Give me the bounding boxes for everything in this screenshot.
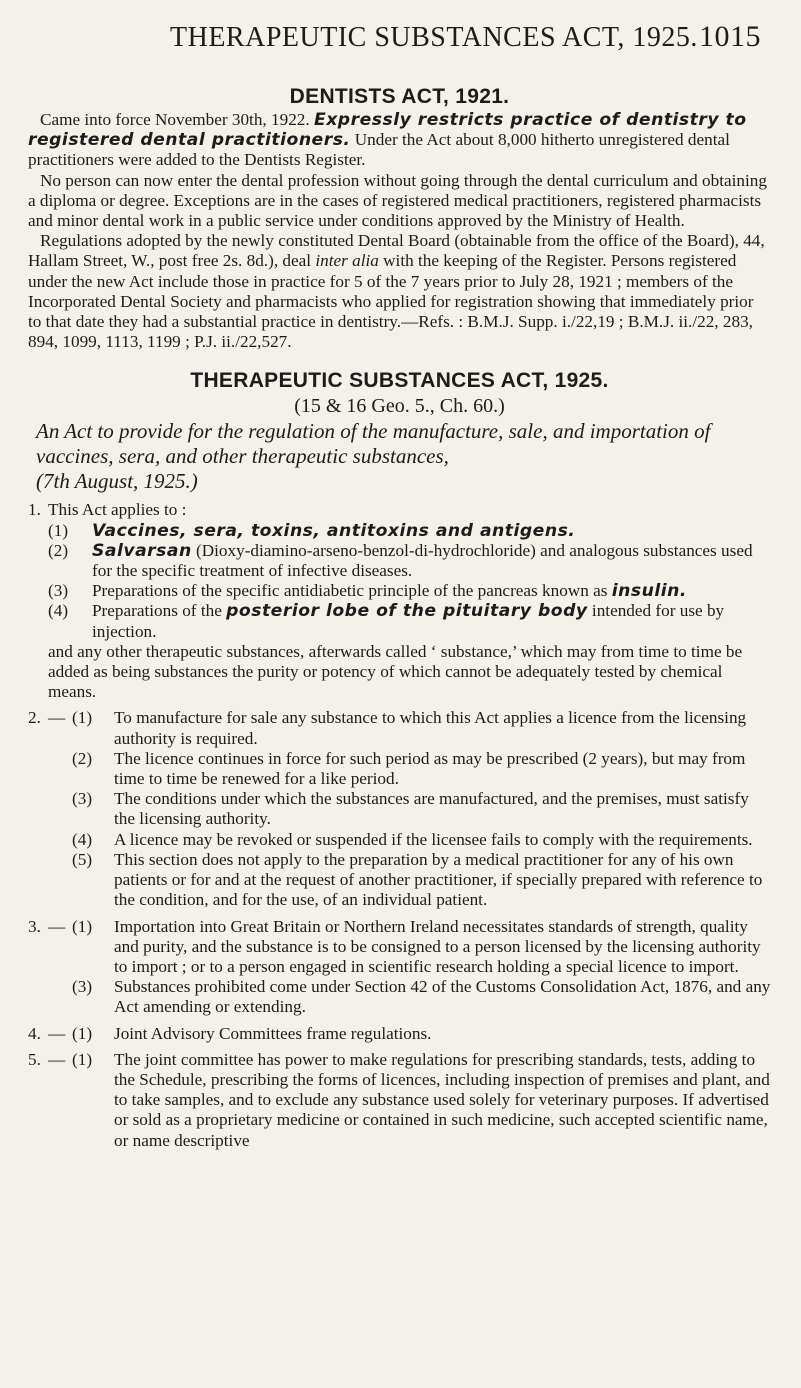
item-body: Preparations of the specific antidiabetic principle of the pancreas known as [92, 581, 612, 601]
item-text: A licence may be revoked or suspended if the licensee fails to comply with the requirements. [114, 829, 753, 849]
item-number: (1) [72, 1049, 93, 1069]
section-1 [28, 500, 771, 520]
item-body: Preparations of the [92, 601, 227, 621]
page-number: 1015 [699, 20, 761, 53]
item-text: To manufacture for sale any substance to which this Act applies a licence from the licensing authority is required. [114, 708, 747, 748]
list-item [28, 850, 771, 911]
item-text: The joint committee has power to make regulations for prescribing standards, tests, adding to the Schedule, prescribing the forms of licences, including inspection of premises and plant, and to take samples, and to exclude any substance used solely for veterinary purposes. If advertised or sold as a proprietary medicine or contained in such medicine, such accepted scientific name, or name descriptive [114, 1049, 770, 1150]
section-1-number: 1. [28, 500, 41, 520]
section-1-closing: and any other therapeutic substances, afterwards called ‘ substance,’ which may from time to time be added as being substances the purity or potency of which cannot be adequately tested by chemical means. [48, 641, 743, 702]
item-text: Joint Advisory Committees frame regulations. [114, 1023, 432, 1043]
dentists-paragraph-1 [28, 110, 771, 171]
item-number: (1) [48, 520, 69, 540]
act-citation: (15 & 16 Geo. 5., Ch. 60.) [294, 395, 505, 418]
section-5-number: 5. [28, 1049, 41, 1069]
list-item [28, 789, 771, 829]
item-number: (2) [72, 748, 93, 768]
list-item: 2. — (1) To manufacture for sale any substance to which this Act applies a licence from the licensing authority is required. [28, 708, 771, 748]
item-number: (4) [48, 601, 69, 621]
therapeutic-act-heading: THERAPEUTIC SUBSTANCES ACT, 1925. [190, 369, 609, 393]
dentists-p3-italic: inter alia [315, 251, 379, 271]
item-emphasis: posterior lobe of the pituitary body [226, 601, 588, 622]
item-number: (5) [72, 849, 93, 869]
section-2-number: 2. [28, 708, 41, 728]
act-date: (7th August, 1925.) [36, 469, 198, 494]
item-number: (1) [72, 916, 93, 936]
list-item [28, 749, 771, 789]
item-emphasis: Vaccines, sera, toxins, antitoxins and antigens. [92, 520, 576, 541]
list-item [48, 601, 771, 641]
item-text: The licence continues in force for such period as may be prescribed (2 years), but may from time to time be renewed for a like period. [114, 748, 746, 789]
item-number: (1) [72, 1023, 93, 1043]
item-number: (2) [48, 540, 69, 560]
dentists-p3-text: Regulations adopted by the newly constituted Dental Board (obtainable from the office of the Board), 44, Hallam Street, W., post free 2s. 8d.), deal [28, 231, 765, 271]
item-text [92, 521, 771, 541]
section-3 [28, 917, 771, 1018]
section-1-intro: This Act applies to : [48, 500, 187, 520]
dentists-p1-text: Came into force November 30th, 1922. [40, 110, 314, 129]
item-body-continuation: intended for use by injection. [92, 601, 725, 641]
section-4-number: 4. [28, 1023, 41, 1043]
item-number: (3) [72, 789, 93, 809]
dentists-act-heading: DENTISTS ACT, 1921. [289, 85, 510, 108]
list-item [48, 581, 771, 601]
running-header [170, 20, 761, 54]
list-item: 3. — (1) Importation into Great Britain or Northern Ireland necessitates standards of strength, quality and purity, and the substance is to be consigned to a person licensed by the licensing authority to import ; or to a person engaged in scientific research holding a special licence to import. [28, 917, 771, 978]
item-text [92, 581, 771, 601]
dentists-paragraph-2: No person can now enter the dental profession without going through the dental curriculum and obtaining a diploma or degree. Exceptions are in the cases of registered medical practitioners, registered pharmacists and minor dental work in a public service under conditions approved by the Ministry of Health. [28, 170, 767, 231]
section-3-number: 3. [28, 916, 41, 936]
running-title: THERAPEUTIC SUBSTANCES ACT, 1925. [170, 22, 698, 53]
item-text: This section does not apply to the preparation by a medical practitioner for any of his own patients or for and at the request of another practitioner, if specially prepared with reference to the condition, and for the use, of an individual patient. [114, 849, 763, 910]
dentists-p3-continuation: with the keeping of the Register. Persons registered under the new Act include those in practice for 5 of the 7 years prior to July 28, 1921 ; members of the Incorporated Dental Society and pharmacists who applied for registration showing that immediately prior to that date they had a substantial practice in dentistry.—Refs. : B.M.J. Supp. i./22,19 ; B.M.J. ii./22, 283, 894, 1099, 1113, 1199 ; P.J. ii./22,527. [28, 251, 754, 352]
item-number: (4) [72, 829, 93, 849]
item-number: (3) [48, 581, 69, 601]
item-number: (3) [72, 977, 93, 997]
dentists-paragraph-3 [28, 231, 771, 352]
item-text [92, 541, 771, 581]
item-text: The conditions under which the substances are manufactured, and the premises, must satisfy the licensing authority. [114, 789, 749, 829]
item-emphasis: Salvarsan [92, 540, 192, 561]
section-5: 5. — (1) The joint committee has power to make regulations for prescribing standards, tests, adding to the Schedule, prescribing the forms of licences, including inspection of premises and plant, and to take samples, and to exclude any substance used solely for veterinary purposes. If advertised or sold as a proprietary medicine or contained in such medicine, such accepted scientific name, or name descriptive [28, 1049, 770, 1150]
list-item [28, 977, 771, 1017]
item-number: (1) [72, 708, 93, 728]
list-item [28, 830, 771, 850]
item-text [92, 601, 771, 641]
section-2 [28, 708, 771, 910]
page-body [28, 84, 771, 1151]
act-long-title: An Act to provide for the regulation of the manufacture, sale, and importation of vaccines, sera, and other therapeutic substances, [36, 419, 711, 469]
item-emphasis: insulin. [611, 581, 687, 602]
item-text: Importation into Great Britain or Northern Ireland necessitates standards of strength, quality and purity, and the substance is to be consigned to a person licensed by the licensing authority to import ; or to a person engaged in scientific research holding a special licence to import. [114, 916, 761, 976]
list-item [48, 541, 771, 581]
dentists-p1-emphasis: Expressly restricts practice of dentistry to registered dental practitioners. [28, 110, 747, 151]
item-text: Substances prohibited come under Section 42 of the Customs Consolidation Act, 1876, and any Act amending or extending. [114, 977, 771, 1017]
section-1-items [28, 521, 771, 703]
dentists-p1-continuation: Under the Act about 8,000 hitherto unregistered dental practitioners were added to the Dentists Register. [28, 130, 730, 170]
list-item [48, 521, 771, 541]
section-4: 4. — (1) Joint Advisory Committees frame regulations. [28, 1024, 771, 1044]
item-body: (Dioxy-diamino-arseno-benzol-di-hydrochloride) and analogous substances used for the specific treatment of infective diseases. [92, 540, 753, 581]
